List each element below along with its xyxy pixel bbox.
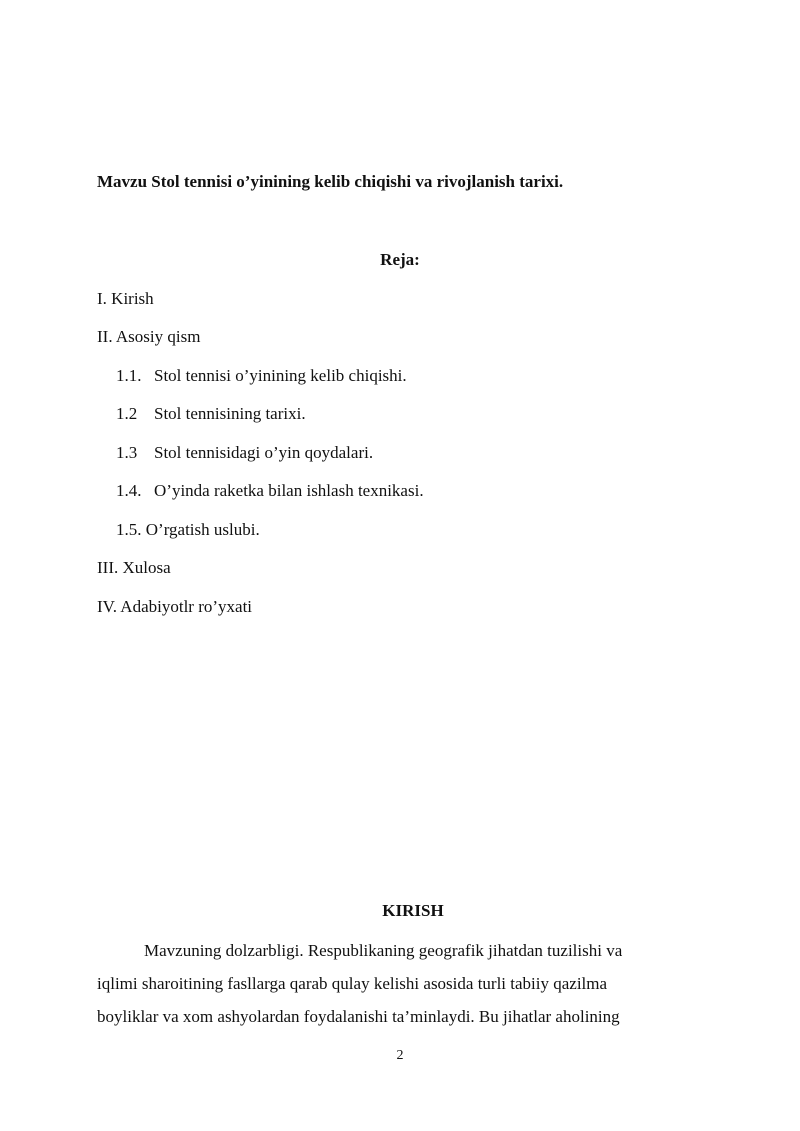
plan-item-main-part: II. Asosiy qism	[97, 327, 201, 346]
intro-paragraph-line: boyliklar va xom ashyolardan foydalanishi ta’minlaydi. Bu jihatlar aholining	[97, 1007, 620, 1026]
document-title: Mavzu Stol tennisi o’yinining kelib chiqishi va rivojlanish tarixi.	[97, 172, 564, 191]
plan-subitem-number: 1.1.	[116, 366, 142, 385]
page-number: 2	[396, 1048, 404, 1063]
plan-subitem-1-2	[116, 403, 306, 425]
plan-subitem-number: 1.3	[116, 443, 138, 462]
plan-subitem-number: 1.4.	[116, 481, 142, 500]
plan-subitem-number: 1.2	[116, 404, 138, 423]
plan-subitem-1-1	[116, 365, 407, 387]
intro-heading: KIRISH	[382, 901, 444, 920]
plan-subitem-text: Stol tennisi o’yinining kelib chiqishi.	[154, 366, 407, 385]
intro-paragraph-line: iqlimi sharoitining fasllarga qarab qulay kelishi asosida turli tabiiy qazilma	[97, 974, 608, 993]
intro-paragraph-line: Mavzuning dolzarbligi. Respublikaning geografik jihatdan tuzilishi va	[144, 941, 623, 960]
plan-item-introduction: I. Kirish	[97, 289, 154, 308]
plan-subitem-text: O’yinda raketka bilan ishlash texnikasi.	[154, 481, 424, 500]
plan-subitem-text: Stol tennisidagi o’yin qoydalari.	[154, 443, 374, 462]
plan-subitem-1-4	[116, 480, 424, 502]
plan-subitem-1-3	[116, 442, 373, 464]
plan-subitem-1-5: 1.5. O’rgatish uslubi.	[116, 520, 260, 539]
plan-item-references: IV. Adabiyotlr ro’yxati	[97, 597, 253, 616]
plan-heading: Reja:	[380, 250, 420, 269]
plan-subitem-text: Stol tennisining tarixi.	[154, 404, 306, 423]
plan-item-conclusion: III. Xulosa	[97, 558, 171, 577]
